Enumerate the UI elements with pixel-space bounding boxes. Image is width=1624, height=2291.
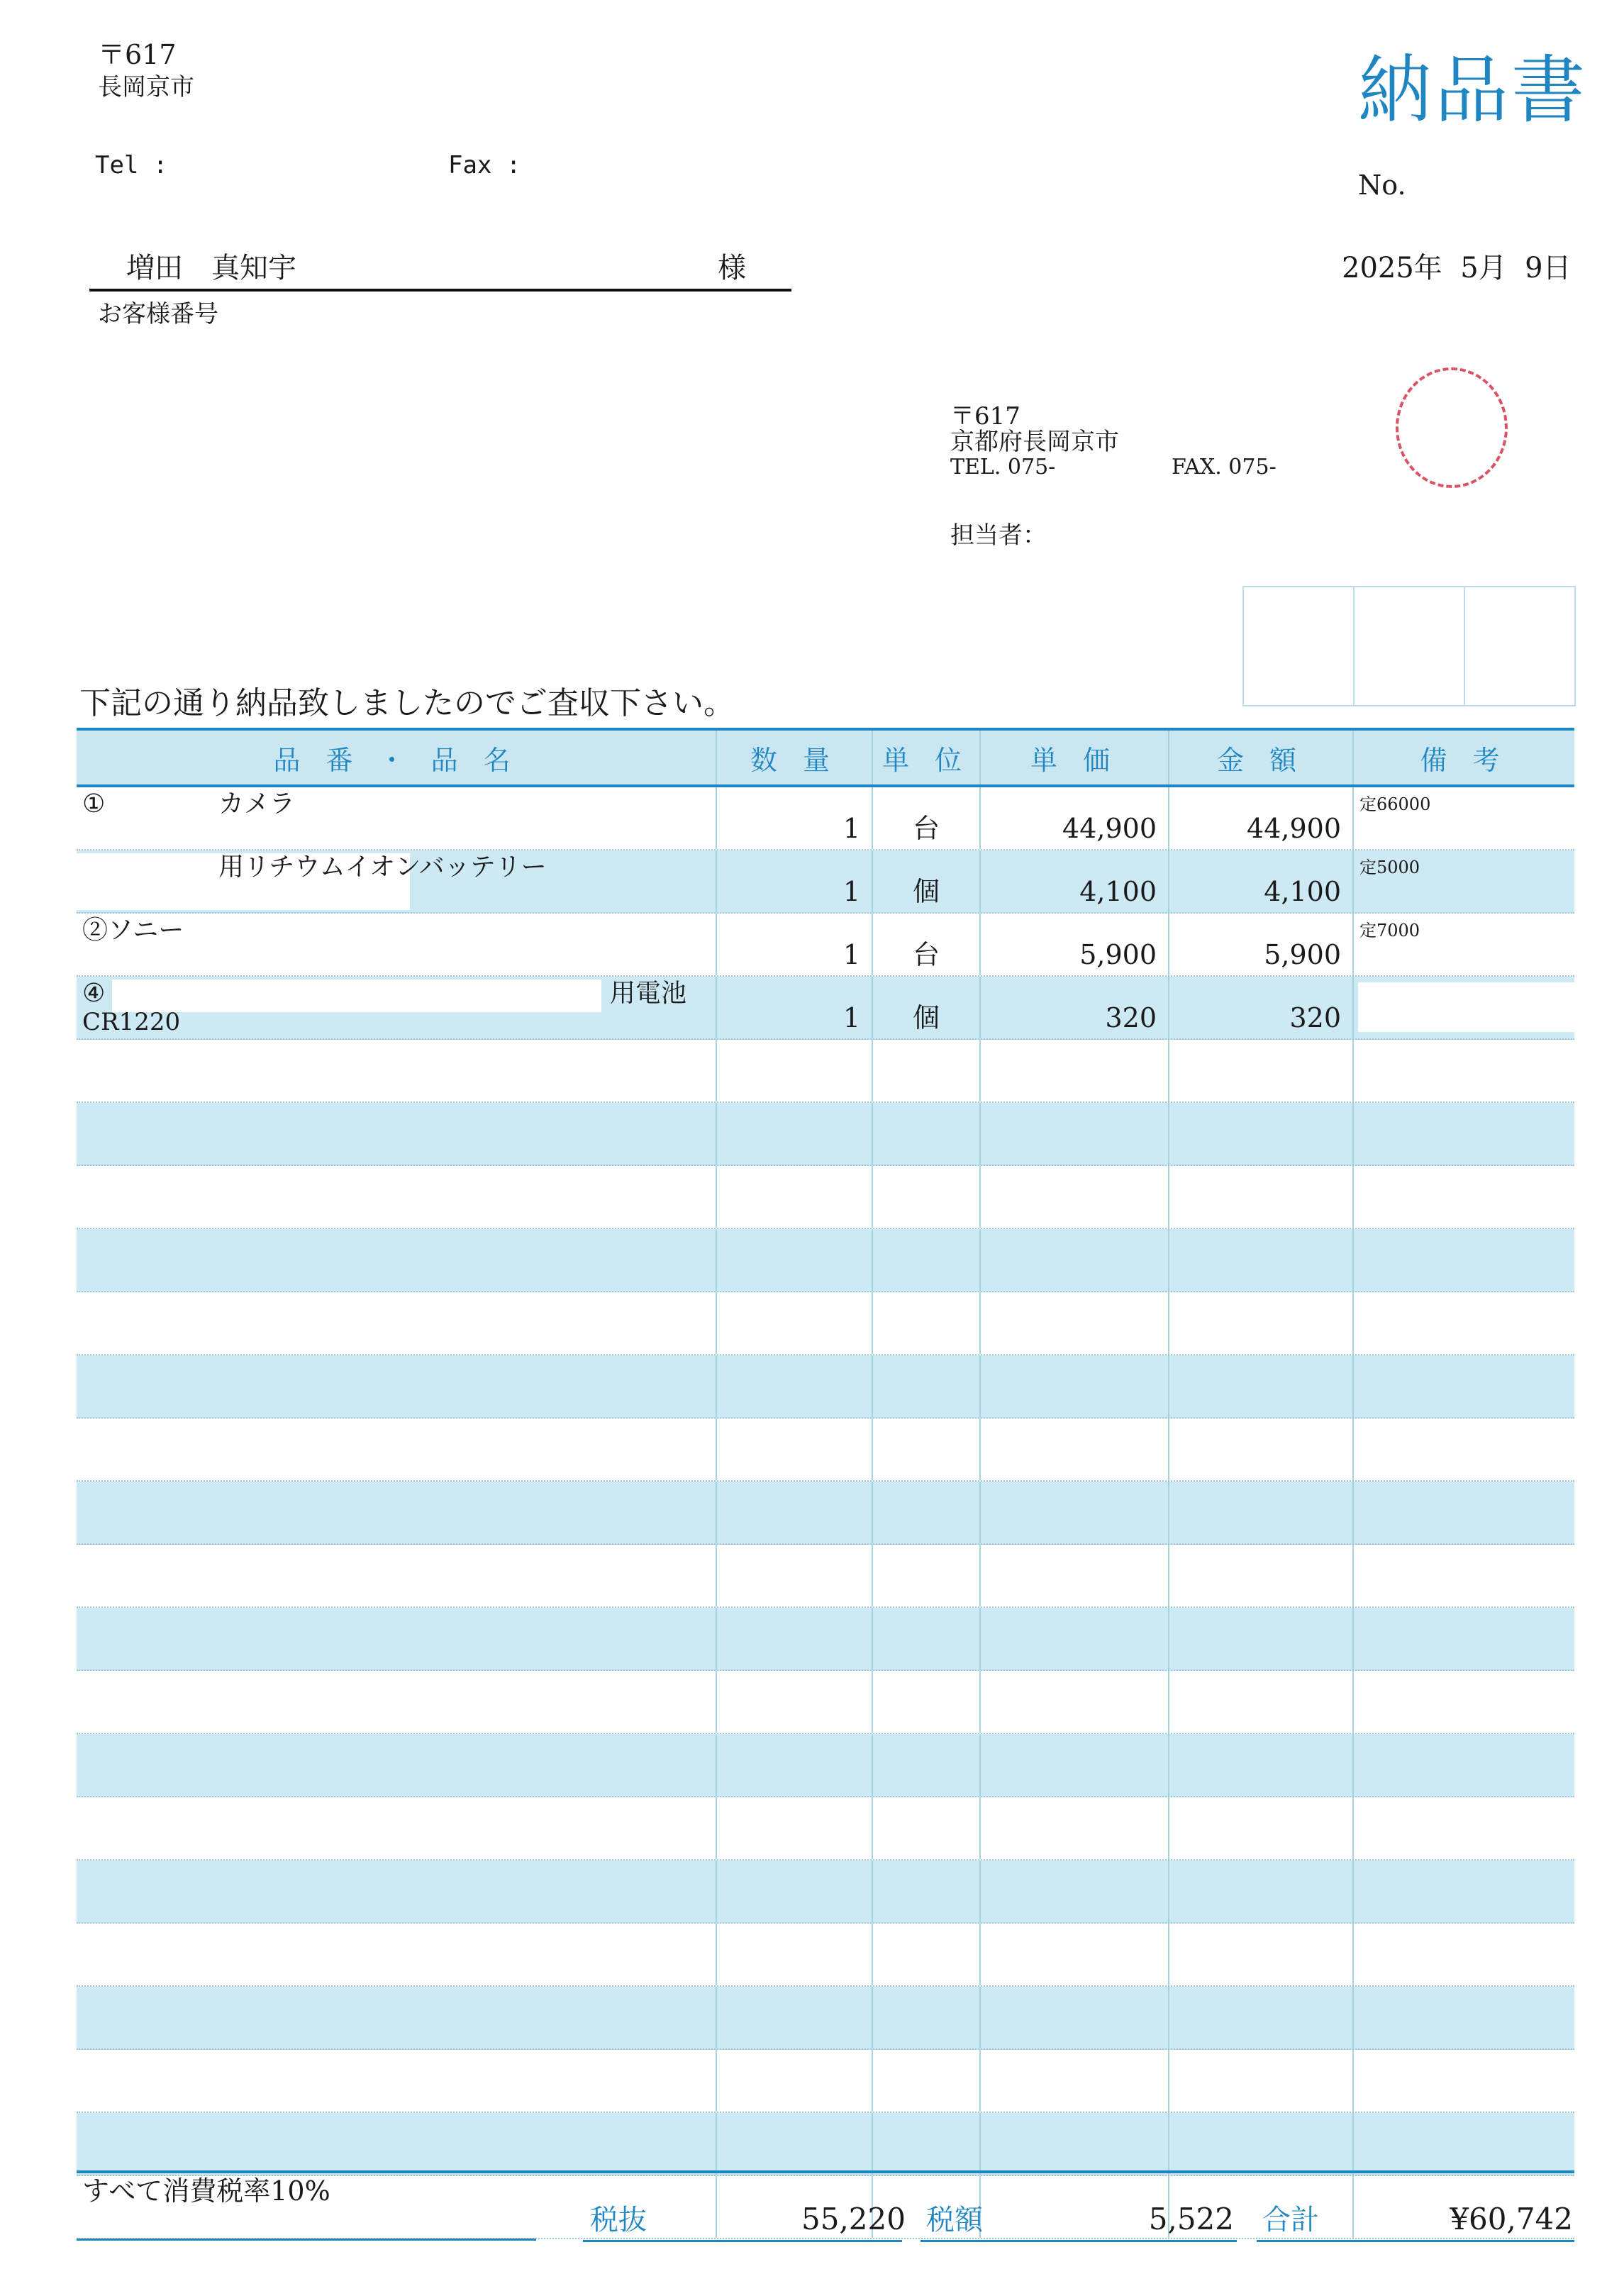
approval-box bbox=[1465, 587, 1574, 705]
header-unit: 単 位 bbox=[873, 731, 981, 784]
total-underline bbox=[1257, 2240, 1574, 2242]
table-row-empty bbox=[77, 1797, 1574, 1860]
item-remark: 定7000 bbox=[1359, 921, 1420, 941]
item-name: 用リチウムイオンバッテリー bbox=[218, 853, 547, 882]
issuer-tel: TEL. 075- bbox=[950, 455, 1056, 479]
customer-name: 増田 真知宇 bbox=[126, 252, 296, 284]
document-number-label: No. bbox=[1358, 170, 1406, 201]
item-unit: 台 bbox=[912, 813, 940, 844]
item-unit: 台 bbox=[912, 939, 940, 970]
issuer-fax: FAX. 075- bbox=[1172, 455, 1277, 479]
item-price: 4,100 bbox=[1079, 876, 1157, 907]
item-mark: ④ bbox=[82, 979, 106, 1008]
item-amount: 4,100 bbox=[1264, 876, 1341, 907]
item-qty: 1 bbox=[842, 939, 860, 970]
approval-box bbox=[1355, 587, 1465, 705]
table-row-empty bbox=[77, 1987, 1574, 2050]
item-unit: 個 bbox=[912, 876, 940, 907]
table-row-empty bbox=[77, 1040, 1574, 1103]
tax-note-underline bbox=[77, 2239, 536, 2241]
table-bottom-rule bbox=[77, 2170, 1574, 2173]
item-amount: 5,900 bbox=[1264, 939, 1341, 970]
item-name-line2: CR1220 bbox=[82, 1008, 181, 1036]
total-label: 合計 bbox=[1262, 2204, 1319, 2236]
item-price: 320 bbox=[1105, 1002, 1157, 1033]
table-row bbox=[77, 914, 1574, 977]
table-row-empty bbox=[77, 1734, 1574, 1797]
table-row-empty bbox=[77, 1166, 1574, 1229]
table-row-empty bbox=[77, 1482, 1574, 1545]
item-qty: 1 bbox=[842, 813, 860, 844]
tax-note: すべて消費税率10% bbox=[82, 2175, 330, 2207]
tax-underline bbox=[921, 2240, 1237, 2242]
item-mark: ① bbox=[82, 789, 106, 819]
header-qty: 数 量 bbox=[717, 731, 873, 784]
document-title: 納品書 bbox=[1358, 47, 1589, 133]
subtotal-underline bbox=[583, 2240, 902, 2242]
table-row-empty bbox=[77, 1355, 1574, 1419]
approval-box bbox=[1244, 587, 1355, 705]
table-row-empty bbox=[77, 1103, 1574, 1166]
item-qty: 1 bbox=[842, 1002, 860, 1033]
item-mark: ②ソニー bbox=[82, 916, 184, 945]
tax-label: 税額 bbox=[926, 2204, 983, 2236]
items-table bbox=[77, 728, 1574, 2239]
person-in-charge-label: 担当者： bbox=[950, 521, 1047, 550]
customer-underline bbox=[89, 289, 791, 292]
issue-date: 2025年 5月 9日 bbox=[1342, 252, 1572, 284]
subtotal-value: 55,220 bbox=[801, 2202, 906, 2236]
tax-value: 5,522 bbox=[1148, 2202, 1234, 2236]
item-price: 44,900 bbox=[1062, 813, 1157, 844]
subtotal-label: 税抜 bbox=[590, 2204, 647, 2236]
item-remark: 定66000 bbox=[1359, 794, 1431, 814]
table-row-empty bbox=[77, 2050, 1574, 2113]
table-row-empty bbox=[77, 1671, 1574, 1734]
table-row-empty bbox=[77, 1608, 1574, 1671]
total-value: ¥60,742 bbox=[1450, 2202, 1573, 2236]
item-qty: 1 bbox=[842, 876, 860, 907]
header-item: 品 番 ・ 品 名 bbox=[77, 731, 717, 784]
table-header bbox=[77, 728, 1574, 787]
item-unit: 個 bbox=[912, 1002, 940, 1033]
sender-city: 長岡京市 bbox=[98, 73, 194, 101]
customer-honorific: 様 bbox=[718, 252, 746, 284]
item-amount: 320 bbox=[1289, 1002, 1341, 1033]
table-row bbox=[77, 850, 1574, 914]
item-price: 5,900 bbox=[1079, 939, 1157, 970]
redaction-patch bbox=[1358, 982, 1574, 1032]
item-name: 用電池 bbox=[610, 979, 687, 1008]
redaction-patch bbox=[112, 980, 601, 1012]
table-row bbox=[77, 787, 1574, 850]
header-remarks: 備 考 bbox=[1420, 744, 1508, 776]
table-row-empty bbox=[77, 1924, 1574, 1987]
intro-text: 下記の通り納品致しましたのでご査収下さい。 bbox=[79, 685, 735, 721]
customer-number-label: お客様番号 bbox=[98, 300, 218, 328]
fax-label: Fax : bbox=[448, 151, 521, 179]
item-remark: 定5000 bbox=[1359, 858, 1420, 877]
seal-stamp bbox=[1396, 367, 1508, 488]
tel-label: Tel : bbox=[95, 151, 168, 179]
table-row-empty bbox=[77, 1419, 1574, 1482]
table-row-empty bbox=[77, 1545, 1574, 1608]
issuer-postal: 〒617 bbox=[950, 402, 1020, 431]
table-row bbox=[77, 977, 1574, 1040]
approval-boxes bbox=[1242, 586, 1576, 706]
item-amount: 44,900 bbox=[1247, 813, 1341, 844]
table-row-empty bbox=[77, 1229, 1574, 1292]
table-row-empty bbox=[77, 1292, 1574, 1355]
table-row-empty bbox=[77, 2113, 1574, 2176]
header-amount: 金 額 bbox=[1169, 731, 1354, 784]
sender-postal: 〒617 bbox=[98, 39, 177, 70]
header-price: 単 価 bbox=[981, 731, 1169, 784]
item-name: カメラ bbox=[218, 789, 296, 819]
issuer-address: 京都府長岡京市 bbox=[950, 428, 1119, 456]
table-row-empty bbox=[77, 1860, 1574, 1924]
